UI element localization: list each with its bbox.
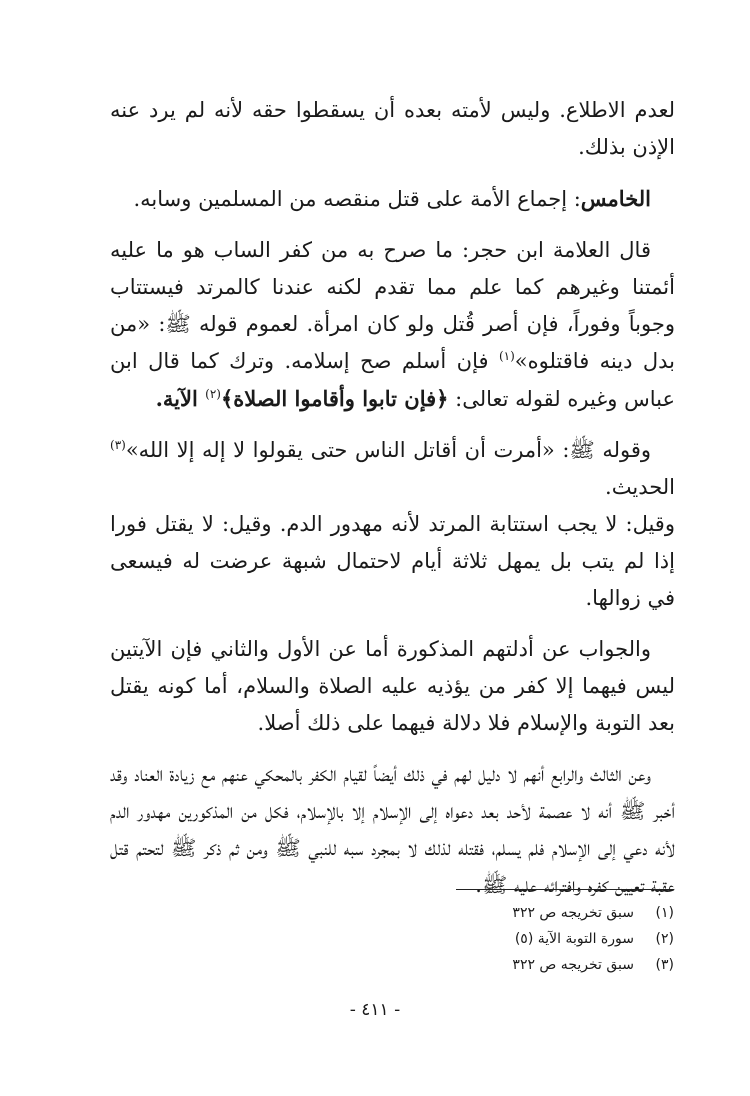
- footnote-3: [300, 952, 674, 978]
- section-label: الخامس: [580, 186, 651, 211]
- footnote-number: (١): [655, 905, 674, 921]
- p4-text-b: الحديث.: [605, 475, 675, 499]
- footnote-text: سورة التوبة الآية (٥): [514, 931, 634, 947]
- paragraph-2: [110, 180, 675, 218]
- quran-quote: ﴿فإن تابوا وأقاموا الصلاة﴾: [220, 386, 449, 411]
- p3-text-c: الآية.: [155, 386, 206, 411]
- page-number: - ٤١١ -: [349, 1000, 401, 1020]
- footnote-text: سبق تخريجه ص ٣٢٢: [512, 905, 634, 921]
- page-body: [110, 92, 675, 918]
- footnote-1: [300, 900, 674, 926]
- paragraph-6: والجواب عن أدلتهم المذكورة أما عن الأول والثاني فإن الآيتين ليس فيهما إلا كفر من يؤذيه عليه الصلاة والسلام، أما كونه يقتل بعد التوبة والإسلام فلا دلالة فيهما على ذلك أصلا.: [110, 637, 675, 735]
- paragraph-7: وعن الثالث والرابع أنهم لا دليل لهم في ذلك أيضاً لقيام الكفر بالمحكي عنهم مع زيادة العناد وقد أخبر ﷺ أنه لا عصمة لأحد بعد دعواه إلى الإسلام إلا بالإسلام، فكل من المذكورين مهدور الدم لأنه دعي إلى الإسلام فلم يسلم، فقتله لذلك لا بمجرد سبه للنبي ﷺ ومن ثم ذكر ﷺ لتحتم قتل عقبة تعيين كفره وافترائه عليه ﷺ.: [110, 762, 675, 897]
- footnotes: [300, 900, 674, 978]
- paragraph-3: [110, 232, 675, 418]
- paragraph-4: [110, 432, 675, 506]
- footnote-2: [300, 926, 674, 952]
- paragraph-1: لعدم الاطلاع. وليس لأمته بعده أن يسقطوا حقه لأنه لم يرد عنه الإذن بذلك.: [110, 98, 675, 159]
- footnote-number: (٢): [655, 931, 674, 947]
- p3-text-b: فإن أسلم صح إسلامه. وترك كما قال ابن عباس وغيره لقوله تعالى:: [110, 349, 675, 411]
- footnote-divider: [456, 889, 674, 890]
- footnote-ref-2: (٢): [205, 387, 221, 401]
- p4-text-a: وقوله ﷺ: «أمرت أن أقاتل الناس حتى يقولوا لا إله إلا الله»: [125, 438, 651, 462]
- footnote-ref-1: (١): [498, 349, 515, 363]
- footnote-ref-3: (٣): [110, 438, 126, 452]
- paragraph-5: وقيل: لا يجب استتابة المرتد لأنه مهدور الدم. وقيل: لا يقتل فورا إذا لم يتب بل يمهل ثلاثة أيام لاحتمال شبهة عرضت له فيسعى في زوالها.: [110, 512, 675, 610]
- footnote-number: (٣): [655, 957, 674, 973]
- footnote-text: سبق تخريجه ص ٣٢٢: [512, 957, 634, 973]
- p3-text-a: قال العلامة ابن حجر: ما صرح به من كفر الساب هو ما عليه أئمتنا وغيرهم كما علم مما تقدم لكنه عندنا كالمرتد فيستتاب وجوباً وفوراً، فإن أصر قُتل ولو كان امرأة. لعموم قوله ﷺ: «من بدل دينه فاقتلوه»: [110, 238, 675, 373]
- section-text: : إجماع الأمة على قتل منقصه من المسلمين وسابه.: [133, 187, 581, 211]
